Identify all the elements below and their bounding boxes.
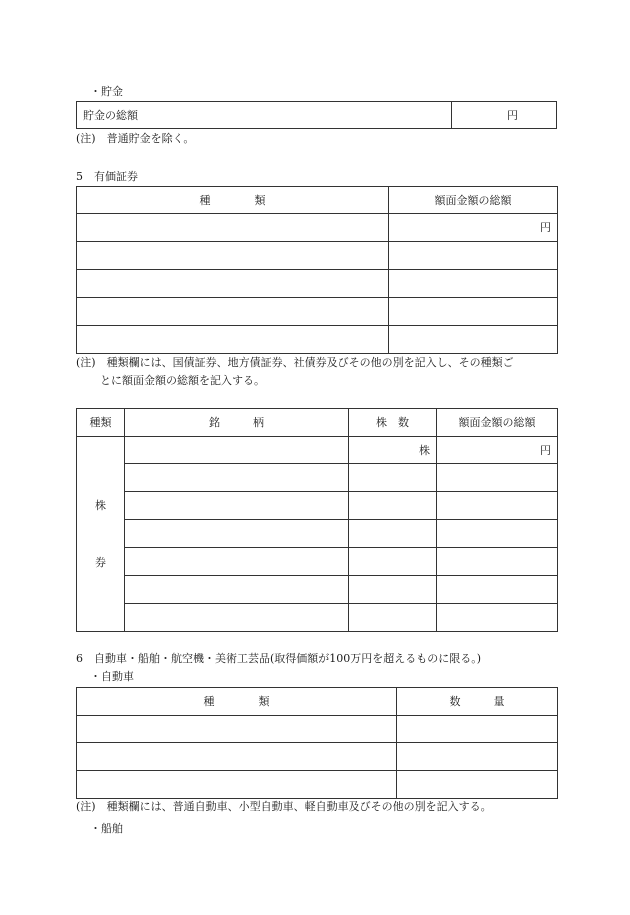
stocks-shares-cell[interactable] [349,464,437,492]
securities-amount-cell[interactable] [389,298,558,326]
table-row [77,520,558,548]
savings-label: 貯金の総額 [77,102,452,129]
stocks-kind-cell [77,437,125,632]
stocks-brand-cell[interactable] [125,548,349,576]
table-row [77,548,558,576]
securities-type-cell[interactable] [77,270,389,298]
vehicles-sub-ship: ・船舶 [90,822,123,835]
securities-heading: 5 有価証券 [76,170,138,183]
stocks-brand-cell[interactable] [125,464,349,492]
securities-note-line1: (注) 種類欄には、国債証券、地方債証券、社債券及びその他の別を記入し、その種類ご [76,356,514,369]
stocks-shares-cell[interactable] [349,576,437,604]
table-row [77,214,558,242]
stocks-shares-cell[interactable] [349,548,437,576]
table-row [77,242,558,270]
stocks-amount-cell[interactable] [437,464,558,492]
table-row [77,437,558,464]
stocks-brand-cell[interactable] [125,576,349,604]
stocks-amount-cell[interactable] [437,492,558,520]
table-row [77,492,558,520]
table-row [77,464,558,492]
securities-col-amount: 額面金額の総額 [389,187,558,214]
vehicles-heading: 6 自動車・船舶・航空機・美術工芸品(取得価額が100万円を超えるものに限る。) [76,652,482,665]
vehicles-note: (注) 種類欄には、普通自動車、小型自動車、軽自動車及びその他の別を記入する。 [76,800,492,813]
securities-amount-cell[interactable]: 円 [389,214,558,242]
securities-amount-cell[interactable] [389,326,558,354]
stocks-col-shares: 株 数 [349,409,437,437]
table-row [77,716,558,743]
stocks-shares-cell[interactable]: 株 [349,437,437,464]
securities-amount-cell[interactable] [389,270,558,298]
vehicles-type-cell[interactable] [77,771,397,799]
securities-type-cell[interactable] [77,214,389,242]
securities-amount-cell[interactable] [389,242,558,270]
stocks-col-brand: 銘 柄 [125,409,349,437]
savings-table [76,101,557,129]
table-row [77,604,558,632]
stocks-amount-cell[interactable] [437,604,558,632]
stocks-amount-cell[interactable] [437,548,558,576]
vehicles-table [76,687,558,799]
stocks-amount-cell[interactable] [437,520,558,548]
vehicles-sub-car: ・自動車 [90,670,134,683]
securities-table [76,186,558,354]
stocks-brand-cell[interactable] [125,492,349,520]
savings-note: (注) 普通貯金を除く。 [76,132,195,145]
savings-unit: 円 [452,102,557,129]
vehicles-qty-cell[interactable] [397,771,558,799]
securities-type-cell[interactable] [77,298,389,326]
table-row [77,576,558,604]
table-row [77,298,558,326]
securities-note-line2: とに額面金額の総額を記入する。 [100,374,265,387]
table-row [77,326,558,354]
stocks-shares-cell[interactable] [349,492,437,520]
securities-type-cell[interactable] [77,326,389,354]
stocks-table [76,408,558,632]
table-row [77,771,558,799]
stocks-brand-cell[interactable] [125,437,349,464]
vehicles-qty-cell[interactable] [397,716,558,743]
vehicles-col-type: 種 類 [77,688,397,716]
vehicles-type-cell[interactable] [77,716,397,743]
stocks-kind-char1: 株 [95,499,106,512]
stocks-shares-cell[interactable] [349,604,437,632]
stocks-kind-char2: 券 [95,556,106,569]
securities-col-type: 種 類 [77,187,389,214]
stocks-amount-cell[interactable]: 円 [437,437,558,464]
stocks-amount-cell[interactable] [437,576,558,604]
table-row [77,743,558,771]
stocks-brand-cell[interactable] [125,604,349,632]
securities-type-cell[interactable] [77,242,389,270]
vehicles-col-qty: 数 量 [397,688,558,716]
savings-heading: ・貯金 [90,85,123,98]
stocks-brand-cell[interactable] [125,520,349,548]
vehicles-type-cell[interactable] [77,743,397,771]
table-row [77,270,558,298]
stocks-col-amount: 額面金額の総額 [437,409,558,437]
stocks-shares-cell[interactable] [349,520,437,548]
vehicles-qty-cell[interactable] [397,743,558,771]
stocks-col-kind: 種類 [77,409,125,437]
